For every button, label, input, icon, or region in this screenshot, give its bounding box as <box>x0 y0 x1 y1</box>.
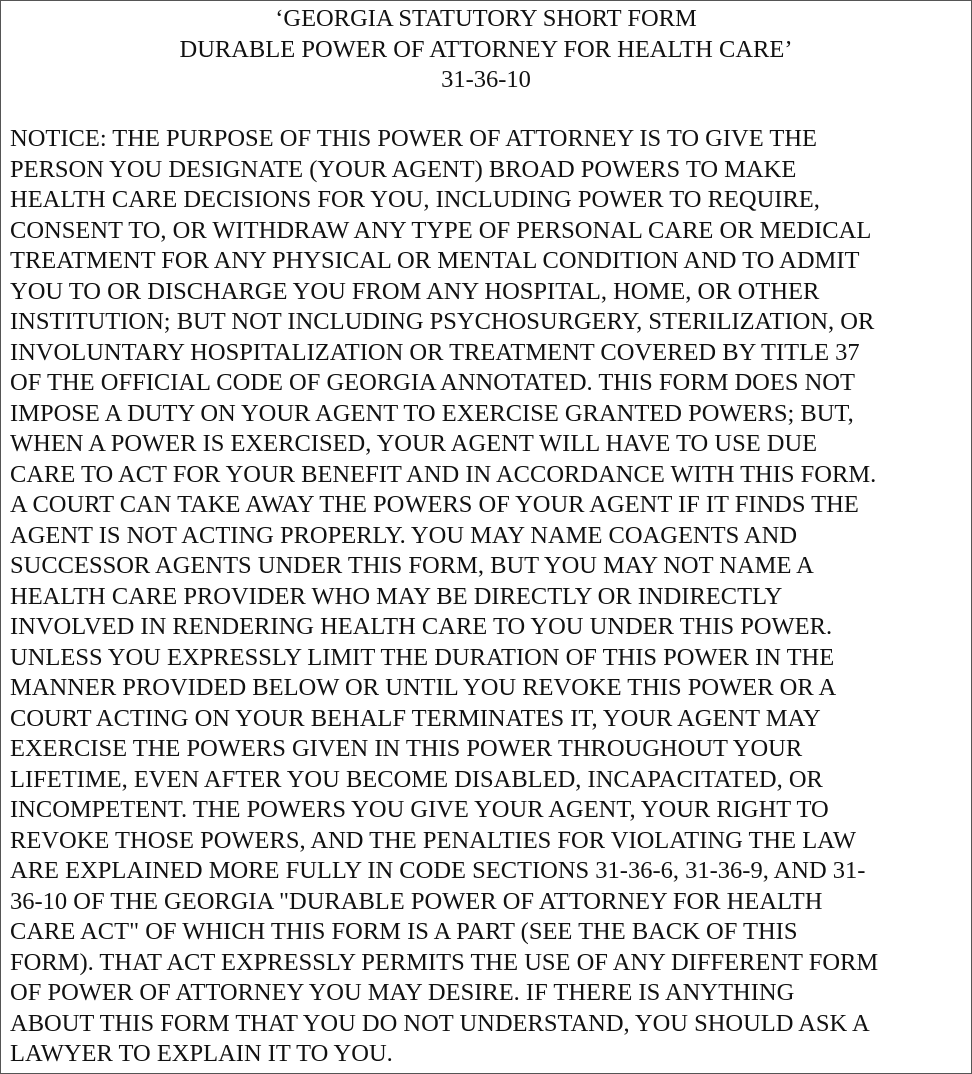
notice-line: ABOUT THIS FORM THAT YOU DO NOT UNDERSTAND, YOU SHOULD ASK A <box>10 1009 870 1037</box>
notice-line: OF THE OFFICIAL CODE OF GEORGIA ANNOTATED. THIS FORM DOES NOT <box>10 369 855 396</box>
notice-line: SUCCESSOR AGENTS UNDER THIS FORM, BUT YOU MAY NOT NAME A <box>10 552 814 579</box>
notice-line: INVOLVED IN RENDERING HEALTH CARE TO YOU UNDER THIS POWER. <box>10 613 833 640</box>
notice-line: INSTITUTION; BUT NOT INCLUDING PSYCHOSURGERY, STERILIZATION, OR <box>10 308 875 335</box>
notice-line: IMPOSE A DUTY ON YOUR AGENT TO EXERCISE GRANTED POWERS; BUT, <box>10 399 854 427</box>
notice-line: HEALTH CARE PROVIDER WHO MAY BE DIRECTLY OR INDIRECTLY <box>10 582 783 610</box>
notice-line: LIFETIME, EVEN AFTER YOU BECOME DISABLED, INCAPACITATED, OR <box>10 765 823 793</box>
notice-line: COURT ACTING ON YOUR BEHALF TERMINATES IT, YOUR AGENT MAY <box>10 704 821 732</box>
notice-line: INCOMPETENT. THE POWERS YOU GIVE YOUR AGENT, YOUR RIGHT TO <box>10 796 829 823</box>
notice-line: A COURT CAN TAKE AWAY THE POWERS OF YOUR AGENT IF IT FINDS THE <box>10 491 859 518</box>
notice-line: ARE EXPLAINED MORE FULLY IN CODE SECTIONS 31-36-6, 31-36-9, AND 31- <box>10 857 866 884</box>
notice-line: MANNER PROVIDED BELOW OR UNTIL YOU REVOKE THIS POWER OR A <box>10 674 837 701</box>
notice-line: HEALTH CARE DECISIONS FOR YOU, INCLUDING POWER TO REQUIRE, <box>10 186 820 213</box>
notice-line: INVOLUNTARY HOSPITALIZATION OR TREATMENT COVERED BY TITLE 37 <box>10 338 860 366</box>
notice-line: AGENT IS NOT ACTING PROPERLY. YOU MAY NAME COAGENTS AND <box>10 521 798 549</box>
form-title-line-2: DURABLE POWER OF ATTORNEY FOR HEALTH CARE’ <box>179 35 793 63</box>
document-header <box>1 4 971 96</box>
notice-line: REVOKE THOSE POWERS, AND THE PENALTIES FOR VIOLATING THE LAW <box>10 826 857 854</box>
notice-line: LAWYER TO EXPLAIN IT TO YOU. <box>10 1040 393 1067</box>
statute-number: 31-36-10 <box>441 66 531 93</box>
notice-line: YOU TO OR DISCHARGE YOU FROM ANY HOSPITAL, HOME, OR OTHER <box>10 277 820 305</box>
notice-line: FORM). THAT ACT EXPRESSLY PERMITS THE USE OF ANY DIFFERENT FORM <box>10 948 879 976</box>
notice-line: CARE TO ACT FOR YOUR BENEFIT AND IN ACCORDANCE WITH THIS FORM. <box>10 460 877 488</box>
form-title-line-1: ‘GEORGIA STATUTORY SHORT FORM <box>275 5 697 32</box>
notice-line: WHEN A POWER IS EXERCISED, YOUR AGENT WILL HAVE TO USE DUE <box>10 430 818 457</box>
notice-paragraph <box>10 124 972 1070</box>
notice-line: 36-10 OF THE GEORGIA "DURABLE POWER OF ATTORNEY FOR HEALTH <box>10 887 823 915</box>
notice-line: EXERCISE THE POWERS GIVEN IN THIS POWER THROUGHOUT YOUR <box>10 735 803 762</box>
notice-line: PERSON YOU DESIGNATE (YOUR AGENT) BROAD POWERS TO MAKE <box>10 155 797 183</box>
notice-line: UNLESS YOU EXPRESSLY LIMIT THE DURATION OF THIS POWER IN THE <box>10 643 835 671</box>
notice-line: NOTICE: THE PURPOSE OF THIS POWER OF ATTORNEY IS TO GIVE THE <box>10 125 817 152</box>
notice-line: OF POWER OF ATTORNEY YOU MAY DESIRE. IF THERE IS ANYTHING <box>10 979 795 1006</box>
notice-line: TREATMENT FOR ANY PHYSICAL OR MENTAL CONDITION AND TO ADMIT <box>10 247 860 274</box>
notice-line: CARE ACT" OF WHICH THIS FORM IS A PART (SEE THE BACK OF THIS <box>10 918 798 945</box>
notice-line: CONSENT TO, OR WITHDRAW ANY TYPE OF PERSONAL CARE OR MEDICAL <box>10 216 872 244</box>
